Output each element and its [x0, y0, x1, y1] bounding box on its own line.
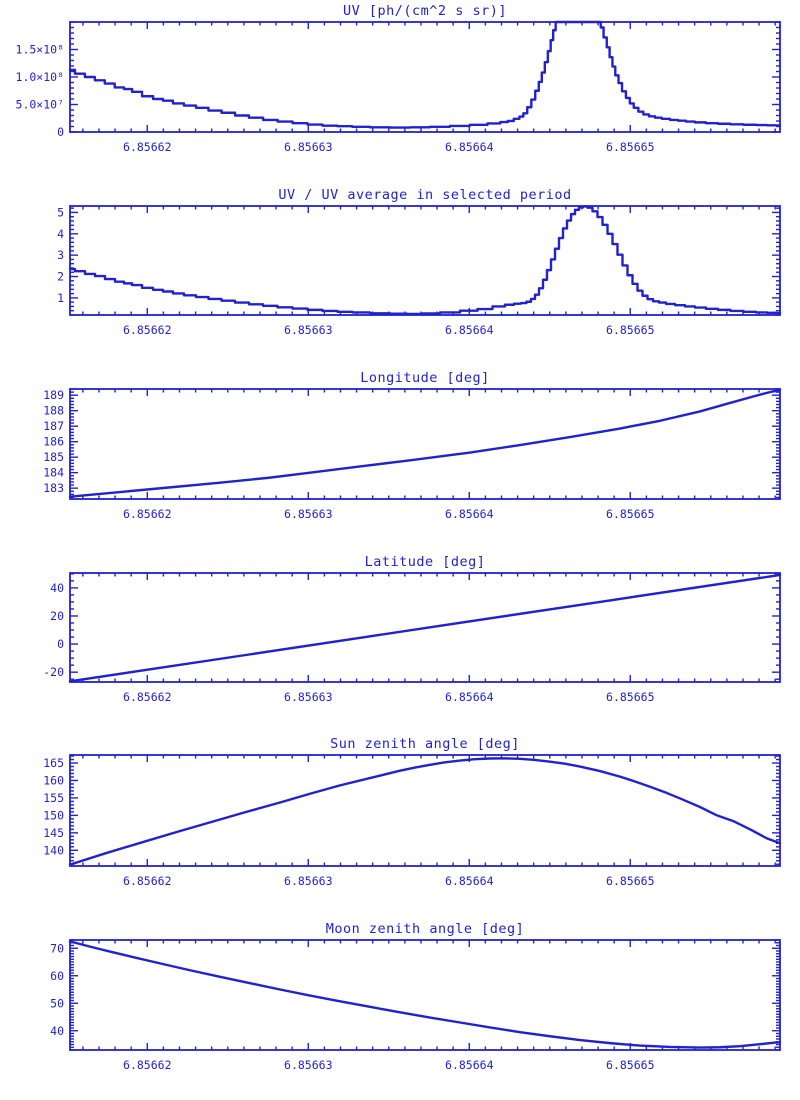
x-tick-label: 6.85664 [445, 140, 494, 154]
x-tick-label: 6.85663 [284, 507, 333, 521]
y-tick-label: 1 [57, 290, 64, 305]
x-tick-label: 6.85662 [123, 507, 172, 521]
x-tick-label: 6.85663 [284, 323, 333, 337]
x-tick-label: 6.85664 [445, 874, 494, 888]
x-tick-label: 6.85665 [606, 323, 655, 337]
chart-title-latitude: Latitude [deg] [364, 554, 486, 570]
plot-frame-uv-ratio [70, 206, 780, 315]
x-tick-label: 6.85662 [123, 874, 172, 888]
y-tick-label: 150 [43, 808, 64, 823]
chart-uv [16, 22, 780, 154]
x-tick-label: 6.85662 [123, 1058, 172, 1072]
data-line-uv-ratio [70, 206, 780, 314]
x-tick-label: 6.85664 [445, 507, 494, 521]
y-tick-label: 40 [50, 1023, 64, 1038]
x-tick-label: 6.85663 [284, 1058, 333, 1072]
x-tick-label: 6.85665 [606, 140, 655, 154]
y-tick-label: 70 [50, 941, 64, 956]
y-tick-label: 183 [43, 481, 64, 496]
y-tick-label: 3 [57, 248, 64, 263]
plot-frame-sun-zenith [70, 755, 780, 866]
x-tick-label: 6.85662 [123, 690, 172, 704]
y-tick-label: 1.5×10⁸ [15, 42, 64, 57]
x-tick-label: 6.85662 [123, 323, 172, 337]
y-tick-label: 5 [57, 205, 64, 220]
y-tick-label: 1.0×10⁸ [15, 70, 64, 84]
x-tick-label: 6.85663 [284, 874, 333, 888]
x-tick-label: 6.85665 [606, 690, 655, 704]
plot-frame-longitude [70, 389, 780, 499]
data-line-moon-zenith [70, 941, 780, 1047]
y-tick-label: 50 [50, 996, 64, 1011]
y-tick-label: 20 [50, 608, 64, 623]
y-tick-label: 184 [43, 465, 64, 480]
x-tick-label: 6.85665 [606, 507, 655, 521]
x-tick-label: 6.85663 [284, 140, 333, 154]
y-tick-label: 185 [43, 450, 64, 465]
chart-uv-ratio [57, 205, 780, 337]
x-tick-label: 6.85663 [284, 690, 333, 704]
y-tick-label: 40 [50, 580, 64, 595]
chart-title-sun-zenith: Sun zenith angle [deg] [330, 736, 520, 752]
data-line-sun-zenith [70, 758, 780, 864]
y-tick-label: 155 [43, 790, 64, 805]
chart-longitude [43, 388, 780, 521]
y-tick-label: 186 [43, 434, 64, 449]
chart-title-uv-ratio: UV / UV average in selected period [278, 187, 572, 203]
data-line-longitude [70, 390, 780, 497]
y-tick-label: 4 [57, 226, 64, 241]
x-tick-label: 6.85665 [606, 874, 655, 888]
y-tick-label: 187 [43, 419, 64, 434]
y-tick-label: 160 [43, 773, 64, 788]
plot-frame-moon-zenith [70, 940, 780, 1050]
chart-sun-zenith [43, 755, 780, 888]
y-tick-label: 145 [43, 825, 64, 840]
chart-title-longitude: Longitude [deg] [360, 370, 490, 386]
y-tick-label: -20 [43, 665, 64, 680]
y-tick-label: 5.0×10⁷ [15, 97, 64, 112]
y-tick-label: 189 [43, 388, 64, 403]
chart-title-uv: UV [ph/(cm^2 s sr)] [343, 3, 507, 19]
data-line-uv [70, 22, 780, 128]
y-tick-label: 2 [57, 269, 64, 284]
chart-title-moon-zenith: Moon zenith angle [deg] [325, 921, 525, 937]
x-tick-label: 6.85664 [445, 1058, 494, 1072]
y-tick-label: 60 [50, 968, 64, 983]
x-tick-label: 6.85662 [123, 140, 172, 154]
chart-latitude [43, 573, 780, 704]
y-tick-label: 0 [57, 637, 64, 652]
x-tick-label: 6.85665 [606, 1058, 655, 1072]
x-tick-label: 6.85664 [445, 323, 494, 337]
y-tick-label: 188 [43, 403, 64, 418]
y-tick-label: 140 [43, 843, 64, 858]
plot-frame-uv [70, 22, 780, 132]
y-tick-label: 0 [57, 125, 64, 139]
y-tick-label: 165 [43, 756, 64, 771]
chart-moon-zenith [50, 940, 780, 1072]
data-line-latitude [70, 575, 780, 681]
x-tick-label: 6.85664 [445, 690, 494, 704]
